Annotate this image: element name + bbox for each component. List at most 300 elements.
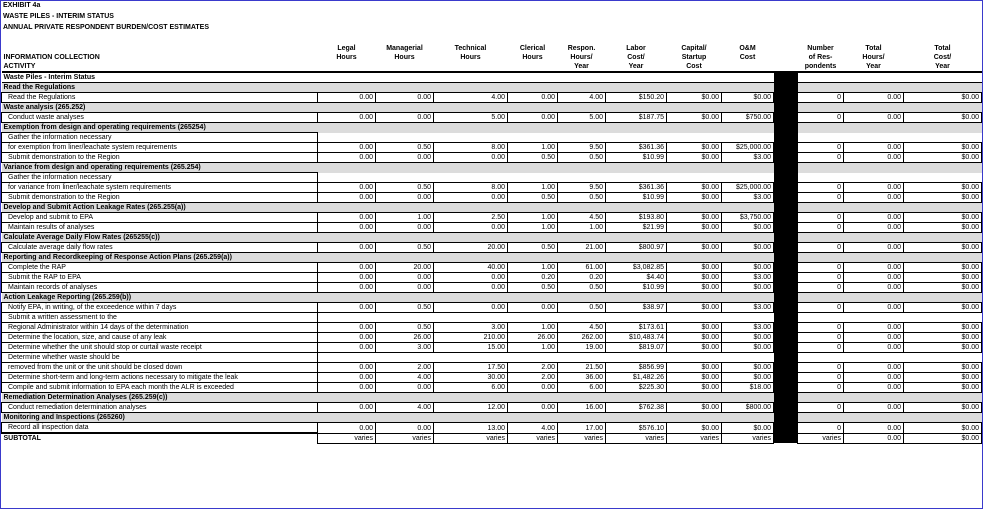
om-cost: $0.00 (722, 333, 774, 343)
total-hours: 0.00 (844, 363, 904, 373)
blank-cell (904, 293, 982, 303)
respon-hours: 4.50 (558, 213, 606, 223)
clerical-hours: 0.50 (508, 193, 558, 203)
legal-hours: 0.00 (318, 213, 376, 223)
num-respondents: 0 (798, 373, 844, 383)
sheet-subtitle: WASTE PILES - INTERIM STATUS (3, 13, 114, 20)
num-respondents: 0 (798, 283, 844, 293)
blank-cell (376, 173, 434, 183)
blank-cell (376, 163, 434, 173)
divider-column (774, 353, 798, 363)
activity-row (2, 183, 982, 193)
clerical-hours: 1.00 (508, 223, 558, 233)
column-header-capital: Capital/ (681, 45, 707, 52)
subtotal-label: SUBTOTAL (2, 433, 318, 443)
activity-row (2, 383, 982, 393)
total-hours: 0.00 (844, 323, 904, 333)
total-cost: $0.00 (904, 113, 982, 123)
activity-row (2, 303, 982, 313)
capital-cost: $0.00 (667, 243, 722, 253)
managerial-hours: 2.00 (376, 363, 434, 373)
labor-cost: $4.40 (606, 273, 667, 283)
legal-hours: 0.00 (318, 363, 376, 373)
activity-label: Submit demonstration to the Region (2, 153, 318, 163)
waste-piles-row (2, 72, 982, 83)
divider-column (774, 383, 798, 393)
total-cost: $0.00 (904, 383, 982, 393)
column-header-om: O&M (739, 45, 756, 52)
blank-cell (798, 413, 844, 423)
blank-cell (844, 233, 904, 243)
total-hours: 0.00 (844, 433, 904, 443)
blank-cell (798, 353, 844, 363)
blank-cell (376, 123, 434, 133)
activity-row (2, 343, 982, 353)
managerial-hours: 0.00 (376, 383, 434, 393)
column-header-totalhours: Total (865, 45, 882, 52)
column-header-numresp: pondents (804, 63, 837, 70)
activity-label: Submit the RAP to EPA (2, 273, 318, 283)
legal-hours: 0.00 (318, 143, 376, 153)
total-cost: $0.00 (904, 283, 982, 293)
activity-label: Notify EPA, in writing, of the exceedence within 7 days (2, 303, 318, 313)
total-cost: $0.00 (904, 303, 982, 313)
total-cost: $0.00 (904, 153, 982, 163)
legal-hours: 0.00 (318, 93, 376, 103)
blank-cell (318, 203, 376, 213)
technical-hours: 210.00 (434, 333, 508, 343)
activity-label: Determine the location, size, and cause of any leak (2, 333, 318, 343)
column-header-technical: Technical (454, 45, 487, 52)
managerial-hours: 1.00 (376, 213, 434, 223)
activity-label: Develop and submit to EPA (2, 213, 318, 223)
technical-hours: 2.50 (434, 213, 508, 223)
blank-cell (376, 133, 434, 143)
blank-cell (318, 393, 376, 403)
labor-cost: $800.97 (606, 243, 667, 253)
capital-cost: $0.00 (667, 223, 722, 233)
num-respondents: 0 (798, 403, 844, 413)
blank-cell (606, 103, 667, 113)
section-header-row (2, 233, 982, 243)
section-header-row (2, 103, 982, 113)
num-respondents: 0 (798, 153, 844, 163)
blank-cell (508, 83, 558, 93)
om-cost: $0.00 (722, 93, 774, 103)
blank-cell (667, 163, 722, 173)
column-header-totalcost: Year (935, 63, 950, 70)
blank-cell (844, 163, 904, 173)
managerial-hours: 0.00 (376, 193, 434, 203)
technical-hours: 40.00 (434, 263, 508, 273)
blank-cell (722, 413, 774, 423)
total-cost: $0.00 (904, 343, 982, 353)
total-cost: $0.00 (904, 423, 982, 434)
capital-cost: $0.00 (667, 113, 722, 123)
capital-cost: $0.00 (667, 93, 722, 103)
activity-row (2, 283, 982, 293)
num-respondents: 0 (798, 273, 844, 283)
divider-column (774, 263, 798, 273)
blank-cell (904, 72, 982, 83)
divider-column (774, 123, 798, 133)
divider-column (774, 343, 798, 353)
blank-cell (844, 313, 904, 323)
capital-cost: $0.00 (667, 343, 722, 353)
blank-cell (318, 123, 376, 133)
num-respondents: 0 (798, 243, 844, 253)
blank-cell (798, 83, 844, 93)
blank-cell (667, 233, 722, 243)
blank-cell (558, 253, 606, 263)
column-header-capital: Cost (686, 63, 702, 70)
num-respondents: 0 (798, 383, 844, 393)
column-header-labor: Year (628, 63, 644, 70)
num-respondents: 0 (798, 303, 844, 313)
column-header-respon: Hours/ (570, 54, 593, 61)
total-hours: 0.00 (844, 403, 904, 413)
managerial-hours: 0.00 (376, 113, 434, 123)
om-cost: $3.00 (722, 323, 774, 333)
activity-label: Conduct remediation determination analyses (2, 403, 318, 413)
column-header-row (2, 62, 982, 72)
blank-cell (434, 103, 508, 113)
respon-hours: 0.50 (558, 153, 606, 163)
blank-cell (606, 253, 667, 263)
divider-column (774, 433, 798, 443)
blank-cell (722, 133, 774, 143)
respon-hours: 0.50 (558, 303, 606, 313)
section-title: Read the Regulations (2, 83, 318, 93)
activity-row (2, 93, 982, 103)
blank-cell (508, 293, 558, 303)
num-respondents: 0 (798, 213, 844, 223)
divider-column (774, 103, 798, 113)
total-cost: $0.00 (904, 263, 982, 273)
divider-column (774, 203, 798, 213)
blank-cell (434, 72, 508, 83)
blank-cell (558, 293, 606, 303)
activity-label: removed from the unit or the unit should be closed down (2, 363, 318, 373)
blank-cell (376, 253, 434, 263)
column-spacer (774, 62, 798, 72)
blank-cell (318, 293, 376, 303)
om-cost: $0.00 (722, 343, 774, 353)
total-hours: 0.00 (844, 273, 904, 283)
blank-cell (904, 163, 982, 173)
legal-hours: 0.00 (318, 383, 376, 393)
total-cost: $0.00 (904, 323, 982, 333)
respon-hours: 0.20 (558, 273, 606, 283)
divider-column (774, 313, 798, 323)
managerial-hours: varies (376, 433, 434, 443)
blank-cell (606, 72, 667, 83)
managerial-hours: 0.00 (376, 223, 434, 233)
labor-cost: $193.80 (606, 213, 667, 223)
labor-cost: $856.99 (606, 363, 667, 373)
blank-cell (798, 203, 844, 213)
section-title: Monitoring and Inspections (265260) (2, 413, 318, 423)
num-respondents: 0 (798, 193, 844, 203)
technical-hours: 5.00 (434, 113, 508, 123)
blank-cell (844, 393, 904, 403)
blank-cell (606, 133, 667, 143)
technical-hours: 12.00 (434, 403, 508, 413)
blank-cell (558, 203, 606, 213)
clerical-hours: 0.20 (508, 273, 558, 283)
blank-cell (904, 253, 982, 263)
clerical-hours: 0.00 (508, 303, 558, 313)
respon-hours: 9.50 (558, 183, 606, 193)
divider-column (774, 133, 798, 143)
blank-cell (558, 103, 606, 113)
column-spacer (774, 44, 798, 53)
column-header-capital: Startup (681, 54, 707, 61)
respon-hours: 4.50 (558, 323, 606, 333)
total-hours: 0.00 (844, 423, 904, 434)
om-cost: varies (722, 433, 774, 443)
blank-cell (434, 253, 508, 263)
total-cost: $0.00 (904, 273, 982, 283)
total-cost: $0.00 (904, 213, 982, 223)
total-hours: 0.00 (844, 153, 904, 163)
section-title: Variance from design and operating requirements (265.254) (2, 163, 318, 173)
blank-cell (667, 413, 722, 423)
activity-row (2, 363, 982, 373)
clerical-hours: varies (508, 433, 558, 443)
capital-cost: varies (667, 433, 722, 443)
technical-hours: 17.50 (434, 363, 508, 373)
labor-cost: $3,082.85 (606, 263, 667, 273)
total-cost: $0.00 (904, 193, 982, 203)
activity-row-continued (2, 133, 982, 143)
activity-label: Determine short-term and long-term actions necessary to mitigate the leak (2, 373, 318, 383)
respon-hours: 0.50 (558, 283, 606, 293)
capital-cost: $0.00 (667, 403, 722, 413)
activity-row (2, 213, 982, 223)
num-respondents: 0 (798, 223, 844, 233)
total-cost: $0.00 (904, 333, 982, 343)
blank-cell (844, 72, 904, 83)
blank-cell (722, 173, 774, 183)
blank-cell (318, 233, 376, 243)
blank-cell (722, 203, 774, 213)
column-header-technical (434, 62, 508, 72)
technical-hours: 15.00 (434, 343, 508, 353)
respon-hours: 9.50 (558, 143, 606, 153)
legal-hours: varies (318, 433, 376, 443)
num-respondents: 0 (798, 323, 844, 333)
divider-column (774, 403, 798, 413)
om-cost: $3.00 (722, 303, 774, 313)
labor-cost: $38.97 (606, 303, 667, 313)
divider-column (774, 173, 798, 183)
blank-cell (318, 103, 376, 113)
divider-column (774, 423, 798, 434)
blank-cell (844, 123, 904, 133)
activity-label: Gather the information necessary (2, 133, 318, 143)
technical-hours: 3.00 (434, 323, 508, 333)
divider-column (774, 323, 798, 333)
blank-cell (606, 123, 667, 133)
legal-hours: 0.00 (318, 223, 376, 233)
blank-cell (722, 293, 774, 303)
column-header-activity: ACTIVITY (3, 63, 36, 70)
section-title: Remediation Determination Analyses (265.259(c)) (2, 393, 318, 403)
blank-cell (558, 163, 606, 173)
activity-label: Gather the information necessary (2, 173, 318, 183)
total-hours: 0.00 (844, 93, 904, 103)
divider-column (774, 283, 798, 293)
blank-cell (508, 72, 558, 83)
respon-hours: 17.00 (558, 423, 606, 434)
blank-cell (318, 133, 376, 143)
column-header-om (722, 62, 774, 72)
legal-hours: 0.00 (318, 343, 376, 353)
column-header-activity (2, 44, 318, 53)
divider-column (774, 223, 798, 233)
blank-cell (508, 253, 558, 263)
column-header-managerial: Managerial (386, 45, 423, 52)
om-cost: $3.00 (722, 193, 774, 203)
blank-cell (318, 253, 376, 263)
blank-cell (376, 293, 434, 303)
blank-cell (722, 353, 774, 363)
total-hours: 0.00 (844, 183, 904, 193)
total-hours: 0.00 (844, 383, 904, 393)
blank-cell (722, 393, 774, 403)
total-cost: $0.00 (904, 93, 982, 103)
blank-cell (508, 123, 558, 133)
total-cost: $0.00 (904, 223, 982, 233)
total-hours: 0.00 (844, 333, 904, 343)
blank-cell (318, 83, 376, 93)
capital-cost: $0.00 (667, 383, 722, 393)
divider-column (774, 163, 798, 173)
labor-cost: $225.30 (606, 383, 667, 393)
clerical-hours: 1.00 (508, 213, 558, 223)
section-title: Exemption from design and operating requirements (265254) (2, 123, 318, 133)
om-cost: $0.00 (722, 243, 774, 253)
labor-cost: $1,482.26 (606, 373, 667, 383)
respon-hours: 4.00 (558, 93, 606, 103)
legal-hours: 0.00 (318, 283, 376, 293)
blank-cell (508, 233, 558, 243)
activity-label: Determine whether the unit should stop or curtail waste receipt (2, 343, 318, 353)
total-cost: $0.00 (904, 183, 982, 193)
divider-column (774, 303, 798, 313)
legal-hours: 0.00 (318, 373, 376, 383)
managerial-hours: 0.00 (376, 423, 434, 434)
column-header-legal: Hours (336, 54, 357, 61)
blank-cell (434, 203, 508, 213)
total-hours: 0.00 (844, 303, 904, 313)
blank-cell (904, 233, 982, 243)
activity-label: Conduct waste analyses (2, 113, 318, 123)
blank-cell (434, 293, 508, 303)
labor-cost: $187.75 (606, 113, 667, 123)
blank-cell (318, 353, 376, 363)
technical-hours: 20.00 (434, 243, 508, 253)
blank-cell (606, 203, 667, 213)
technical-hours: 13.00 (434, 423, 508, 434)
blank-cell (606, 393, 667, 403)
capital-cost: $0.00 (667, 143, 722, 153)
blank-cell (318, 413, 376, 423)
blank-cell (667, 293, 722, 303)
column-header-labor: Cost/ (627, 54, 645, 61)
technical-hours: 8.00 (434, 143, 508, 153)
activity-label: Complete the RAP (2, 263, 318, 273)
blank-cell (558, 393, 606, 403)
blank-cell (904, 413, 982, 423)
capital-cost: $0.00 (667, 363, 722, 373)
capital-cost: $0.00 (667, 263, 722, 273)
om-cost: $800.00 (722, 403, 774, 413)
column-header-legal: Legal (337, 45, 356, 52)
technical-hours: 0.00 (434, 153, 508, 163)
total-hours: 0.00 (844, 283, 904, 293)
clerical-hours: 0.00 (508, 383, 558, 393)
blank-cell (798, 393, 844, 403)
activity-label: Calculate average daily flow rates (2, 243, 318, 253)
column-header-respon: Year (574, 63, 589, 70)
blank-cell (844, 353, 904, 363)
column-header-row (2, 53, 982, 62)
labor-cost: $576.10 (606, 423, 667, 434)
legal-hours: 0.00 (318, 403, 376, 413)
legal-hours: 0.00 (318, 263, 376, 273)
managerial-hours: 0.50 (376, 323, 434, 333)
blank-cell (722, 233, 774, 243)
managerial-hours: 4.00 (376, 373, 434, 383)
blank-cell (844, 103, 904, 113)
blank-cell (508, 103, 558, 113)
total-hours: 0.00 (844, 263, 904, 273)
total-hours: 0.00 (844, 113, 904, 123)
managerial-hours: 0.00 (376, 93, 434, 103)
column-header-respon: Respon. (567, 45, 596, 52)
blank-cell (904, 83, 982, 93)
total-cost: $0.00 (904, 373, 982, 383)
blank-cell (844, 203, 904, 213)
legal-hours: 0.00 (318, 273, 376, 283)
blank-cell (798, 293, 844, 303)
section-title: Develop and Submit Action Leakage Rates (265.255(a)) (2, 203, 318, 213)
blank-cell (558, 72, 606, 83)
activity-row (2, 333, 982, 343)
divider-column (774, 293, 798, 303)
capital-cost: $0.00 (667, 193, 722, 203)
legal-hours: 0.00 (318, 243, 376, 253)
om-cost: $0.00 (722, 263, 774, 273)
managerial-hours: 0.50 (376, 243, 434, 253)
burden-table (1, 44, 982, 444)
section-title: Waste analysis (265.252) (2, 103, 318, 113)
num-respondents: 0 (798, 333, 844, 343)
divider-column (774, 183, 798, 193)
labor-cost: $10.99 (606, 283, 667, 293)
blank-cell (558, 133, 606, 143)
divider-column (774, 393, 798, 403)
total-hours: 0.00 (844, 223, 904, 233)
capital-cost: $0.00 (667, 373, 722, 383)
total-hours: 0.00 (844, 193, 904, 203)
blank-cell (434, 173, 508, 183)
labor-cost: $361.36 (606, 143, 667, 153)
capital-cost: $0.00 (667, 423, 722, 434)
blank-cell (844, 83, 904, 93)
